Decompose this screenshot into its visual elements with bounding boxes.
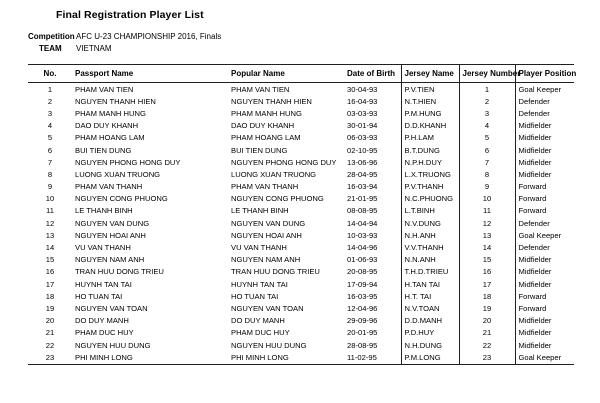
cell-player-position: Forward [515,193,574,205]
page-title: Final Registration Player List [56,9,204,21]
cell-no: 1 [47,84,53,94]
cell-jersey-name: P.V.TIEN [401,83,459,96]
table-row [28,254,574,266]
table-row [28,241,574,253]
cell-passport-name: PHAM VAN THANH [75,182,143,192]
column-header-no: No. [28,65,72,83]
cell-player-position: Midfielder [515,120,574,132]
cell-no: 5 [47,133,53,143]
cell-player-position: Goal Keeper [515,83,574,96]
table-row [28,315,574,327]
table-row [28,302,574,314]
cell-passport-name: HO TUAN TAI [75,291,123,301]
cell-passport-name: DAO DUY KHANH [75,121,139,131]
cell-jersey-number: 20 [459,315,515,327]
cell-date-of-birth: 21-01-95 [347,194,378,204]
cell-no: 9 [47,182,53,192]
cell-jersey-name: B.T.DUNG [401,144,459,156]
cell-date-of-birth: 29-09-96 [347,316,378,326]
cell-no: 20 [45,316,55,326]
cell-jersey-name: P.D.HUY [401,327,459,339]
cell-jersey-number: 12 [459,217,515,229]
competition-label: Competition [28,32,75,41]
cell-no: 21 [45,328,55,338]
cell-player-position: Midfielder [515,266,574,278]
cell-player-position: Midfielder [515,327,574,339]
cell-jersey-name: P.M.HUNG [401,107,459,119]
cell-date-of-birth: 16-04-93 [347,96,378,106]
cell-player-position: Midfielder [515,315,574,327]
cell-passport-name: NGUYEN NAM ANH [75,255,145,265]
cell-player-position: Defender [515,241,574,253]
competition-value: AFC U-23 CHAMPIONSHIP 2016, Finals [76,32,222,41]
cell-no: 16 [45,267,55,277]
cell-passport-name: NGUYEN HUU DUNG [75,340,151,350]
table-row [28,327,574,339]
team-row [28,43,600,55]
cell-passport-name: NGUYEN CONG PHUONG [75,194,168,204]
cell-date-of-birth: 14-04-94 [347,218,378,228]
column-header-jersey-name: Jersey Name [401,65,459,83]
cell-passport-name: DO DUY MANH [75,316,129,326]
cell-jersey-number: 13 [459,229,515,241]
cell-jersey-number: 14 [459,241,515,253]
table-row [28,351,574,364]
cell-player-position: Midfielder [515,156,574,168]
cell-jersey-number: 16 [459,266,515,278]
cell-passport-name: PHAM MANH HUNG [75,108,146,118]
table-row [28,217,574,229]
cell-popular-name: NGUYEN HOAI ANH [231,230,302,240]
cell-jersey-name: N.V.DUNG [401,217,459,229]
cell-jersey-number: 23 [459,351,515,364]
cell-popular-name: PHI MINH LONG [228,351,344,364]
cell-jersey-number: 11 [459,205,515,217]
cell-date-of-birth: 14-04-96 [347,243,378,253]
table-row [28,290,574,302]
team-label: TEAM [39,44,62,53]
column-header-passport-name: Passport Name [72,65,228,83]
cell-player-position: Forward [515,205,574,217]
cell-no: 13 [45,230,55,240]
cell-popular-name: HO TUAN TAI [231,291,279,301]
cell-date-of-birth: 10-03-93 [347,230,378,240]
cell-date-of-birth: 11-02-95 [344,351,401,364]
cell-jersey-number: 15 [459,254,515,266]
cell-popular-name: DO DUY MANH [231,316,285,326]
cell-popular-name: PHAM HOANG LAM [231,133,301,143]
cell-date-of-birth: 06-03-93 [347,133,378,143]
cell-jersey-number: 9 [459,181,515,193]
cell-date-of-birth: 28-04-95 [347,169,378,179]
cell-passport-name: TRAN HUU DONG TRIEU [75,267,164,277]
cell-popular-name: PHAM VAN THANH [231,182,299,192]
cell-date-of-birth: 30-01-94 [347,121,378,131]
cell-player-position: Midfielder [515,132,574,144]
cell-jersey-number: 19 [459,302,515,314]
table-row [28,120,574,132]
cell-popular-name: PHAM MANH HUNG [231,108,302,118]
cell-popular-name: DAO DUY KHANH [231,121,295,131]
cell-jersey-name: D.D.KHANH [401,120,459,132]
cell-jersey-name: N.V.TOAN [401,302,459,314]
cell-player-position: Forward [515,290,574,302]
player-list-table [28,64,577,365]
cell-date-of-birth: 02-10-95 [347,145,378,155]
cell-passport-name: LE THANH BINH [75,206,133,216]
cell-no: 2 [47,96,53,106]
cell-jersey-name: N.H.DUNG [401,339,459,351]
cell-no: 23 [28,351,72,364]
cell-jersey-number: 2 [459,95,515,107]
cell-jersey-name: D.D.MANH [401,315,459,327]
cell-jersey-number: 10 [459,193,515,205]
cell-jersey-name: V.V.THANH [401,241,459,253]
cell-popular-name: NGUYEN PHONG HONG DUY [231,157,337,167]
cell-date-of-birth: 30-04-93 [347,84,378,94]
cell-no: 4 [47,121,53,131]
column-header-player-position: Player Position [515,65,574,83]
cell-jersey-name: N.P.H.DUY [401,156,459,168]
cell-popular-name: BUI TIEN DUNG [231,145,288,155]
cell-no: 19 [45,303,55,313]
cell-jersey-name: H.T. TAI [401,290,459,302]
cell-jersey-number: 4 [459,120,515,132]
cell-no: 17 [45,279,55,289]
cell-player-position: Defender [515,217,574,229]
cell-passport-name: PHAM HOANG LAM [75,133,145,143]
cell-passport-name: NGUYEN VAN DUNG [75,218,150,228]
cell-jersey-number: 22 [459,339,515,351]
cell-passport-name: LUONG XUAN TRUONG [75,169,161,179]
cell-passport-name: BUI TIEN DUNG [75,145,132,155]
cell-player-position: Midfielder [515,144,574,156]
cell-popular-name: TRAN HUU DONG TRIEU [231,267,320,277]
cell-popular-name: PHAM DUC HUY [231,328,290,338]
column-header-jersey-number: Jersey Number [459,65,515,83]
cell-date-of-birth: 28-08-95 [347,340,378,350]
cell-date-of-birth: 01-06-93 [347,255,378,265]
cell-jersey-name: L.X.TRUONG [401,168,459,180]
cell-passport-name: NGUYEN THANH HIEN [75,96,156,106]
cell-popular-name: NGUYEN THANH HIEN [231,96,312,106]
table-row [28,83,574,96]
table-row [28,229,574,241]
cell-no: 3 [47,108,53,118]
cell-jersey-number: 17 [459,278,515,290]
cell-date-of-birth: 13-06-96 [347,157,378,167]
table-row [28,193,574,205]
table-row [28,144,574,156]
cell-jersey-name: N.T.HIEN [401,95,459,107]
cell-no: 6 [47,145,53,155]
table-row [28,205,574,217]
cell-passport-name: NGUYEN VAN TOAN [75,303,148,313]
cell-passport-name: PHI MINH LONG [72,351,228,364]
table-row [28,107,574,119]
cell-jersey-name: N.H.ANH [401,229,459,241]
cell-player-position: Midfielder [515,278,574,290]
cell-jersey-number: 18 [459,290,515,302]
cell-passport-name: PHAM DUC HUY [75,328,134,338]
cell-jersey-name: N.C.PHUONG [401,193,459,205]
cell-no: 8 [47,169,53,179]
cell-player-position: Goal Keeper [515,351,574,364]
team-value: VIETNAM [76,44,112,53]
cell-jersey-number: 7 [459,156,515,168]
cell-jersey-name: P.V.THANH [401,181,459,193]
cell-date-of-birth: 03-03-93 [347,108,378,118]
table-row [28,181,574,193]
table-row [28,95,574,107]
table-body [28,83,574,365]
table-header-row [28,65,574,83]
cell-popular-name: NGUYEN CONG PHUONG [231,194,324,204]
cell-jersey-name: L.T.BINH [401,205,459,217]
table-row [28,156,574,168]
cell-popular-name: VU VAN THANH [231,243,287,253]
cell-no: 7 [47,157,53,167]
cell-jersey-number: 21 [459,327,515,339]
cell-jersey-name: P.M.LONG [401,351,459,364]
cell-popular-name: LE THANH BINH [231,206,289,216]
cell-jersey-number: 8 [459,168,515,180]
cell-date-of-birth: 12-04-96 [347,303,378,313]
cell-passport-name: VU VAN THANH [75,243,131,253]
cell-popular-name: NGUYEN NAM ANH [231,255,301,265]
cell-no: 14 [45,243,55,253]
cell-date-of-birth: 16-03-95 [347,291,378,301]
cell-popular-name: PHAM VAN TIEN [231,84,290,94]
competition-row [28,31,600,43]
cell-date-of-birth: 20-08-95 [347,267,378,277]
cell-jersey-number: 6 [459,144,515,156]
cell-jersey-name: P.H.LAM [401,132,459,144]
cell-player-position: Forward [515,181,574,193]
cell-jersey-number: 1 [459,83,515,96]
cell-popular-name: NGUYEN VAN DUNG [231,218,306,228]
cell-player-position: Defender [515,95,574,107]
cell-no: 18 [45,291,55,301]
column-header-date-of-birth: Date of Birth [344,65,401,83]
cell-jersey-name: N.N.ANH [401,254,459,266]
table-row [28,278,574,290]
cell-passport-name: PHAM VAN TIEN [75,84,134,94]
cell-no: 12 [45,218,55,228]
cell-date-of-birth: 08-08-95 [347,206,378,216]
cell-no: 15 [45,255,55,265]
table-row [28,132,574,144]
cell-no: 11 [46,206,54,216]
cell-date-of-birth: 16-03-94 [347,182,378,192]
table-row [28,339,574,351]
table-row [28,168,574,180]
cell-player-position: Defender [515,107,574,119]
cell-player-position: Forward [515,302,574,314]
cell-jersey-name: T.H.D.TRIEU [401,266,459,278]
cell-date-of-birth: 17-09-94 [347,279,378,289]
cell-no: 10 [45,194,55,204]
cell-passport-name: NGUYEN HOAI ANH [75,230,146,240]
cell-player-position: Goal Keeper [515,229,574,241]
column-header-popular-name: Popular Name [228,65,344,83]
cell-passport-name: HUYNH TAN TAI [75,279,132,289]
cell-no: 22 [45,340,55,350]
cell-jersey-name: H.TAN TAI [401,278,459,290]
table-row [28,266,574,278]
cell-popular-name: NGUYEN VAN TOAN [231,303,304,313]
cell-date-of-birth: 20-01-95 [347,328,378,338]
cell-popular-name: NGUYEN HUU DUNG [231,340,307,350]
cell-popular-name: LUONG XUAN TRUONG [231,169,317,179]
cell-passport-name: NGUYEN PHONG HONG DUY [75,157,181,167]
cell-popular-name: HUYNH TAN TAI [231,279,288,289]
cell-player-position: Midfielder [515,168,574,180]
cell-player-position: Midfielder [515,339,574,351]
cell-jersey-number: 5 [459,132,515,144]
cell-jersey-number: 3 [459,107,515,119]
cell-player-position: Midfielder [515,254,574,266]
document-meta [0,21,600,55]
